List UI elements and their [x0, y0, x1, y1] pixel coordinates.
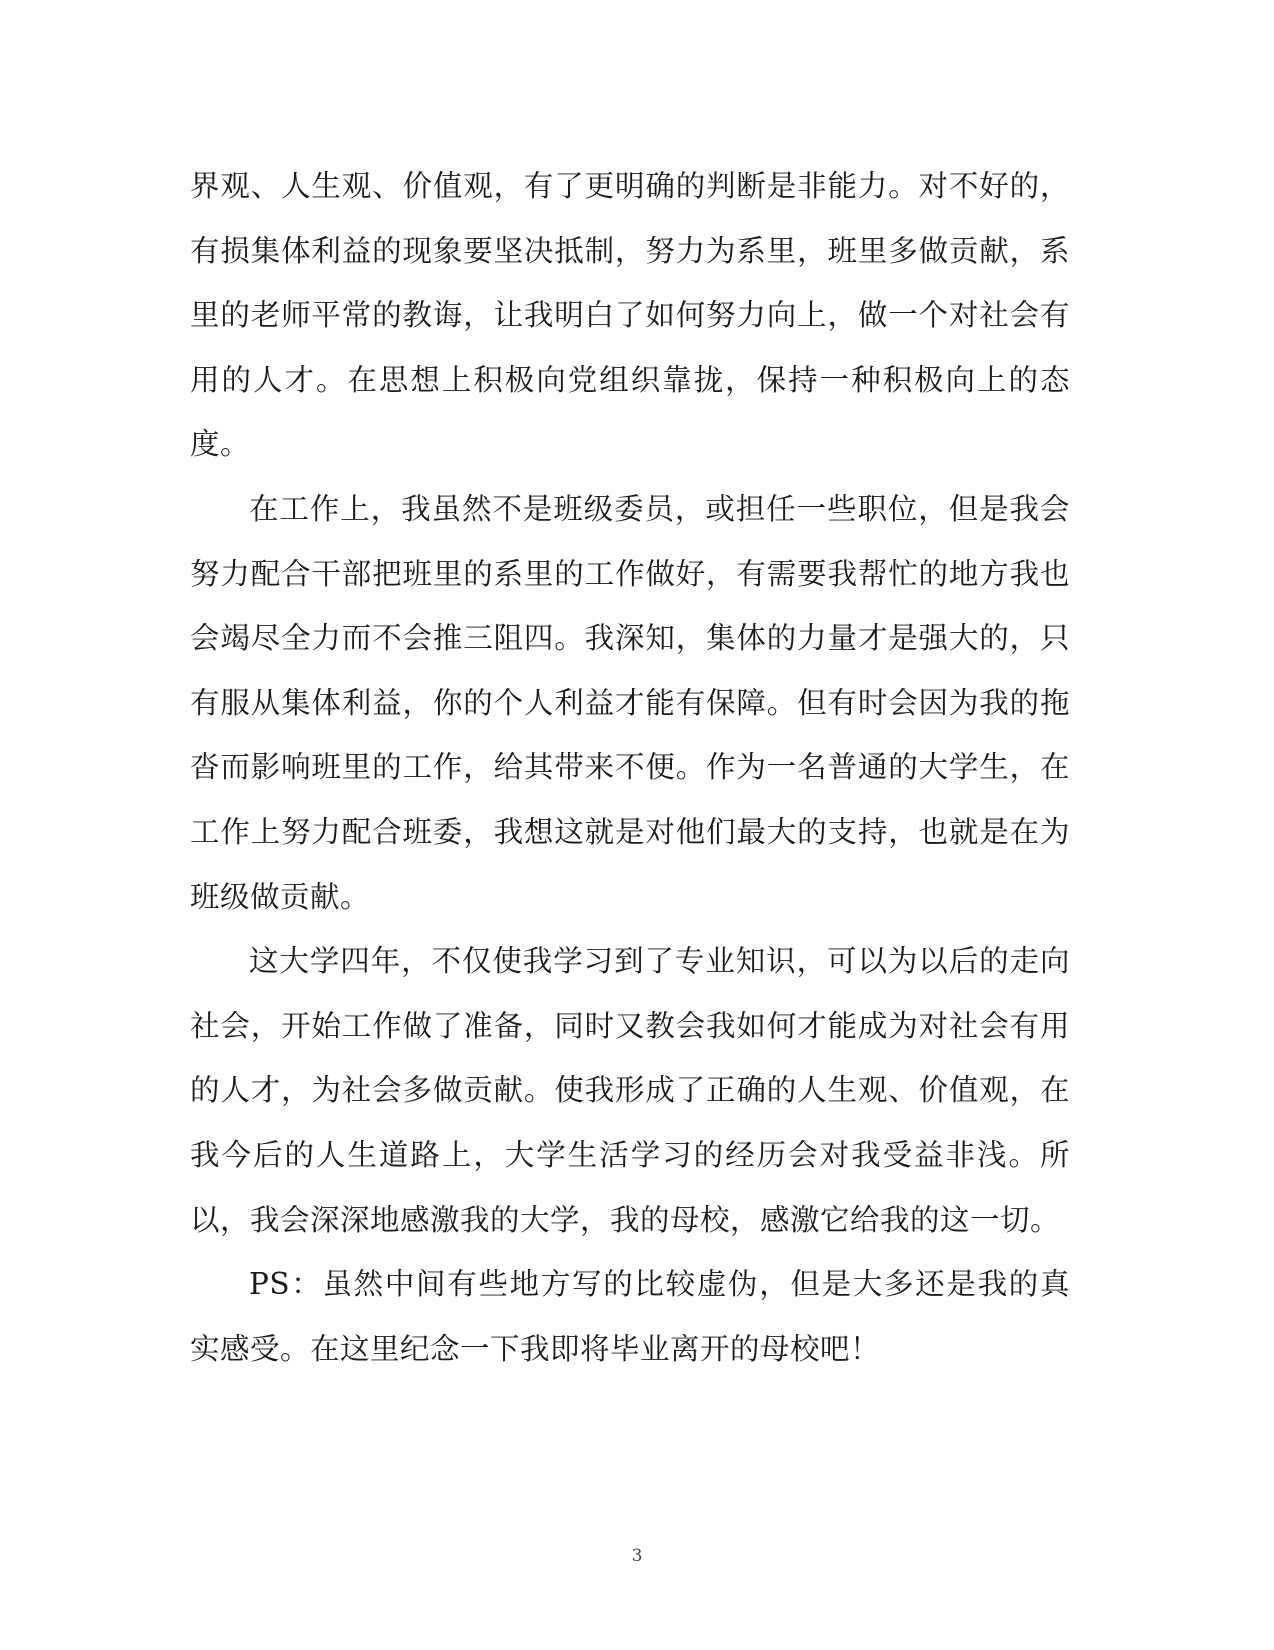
paragraph-2: 在工作上，我虽然不是班级委员，或担任一些职位，但是我会努力配合干部把班里的系里的工作做好，有需要我帮忙的地方我也会竭尽全力而不会推三阻四。我深知，集体的力量才是强大的，只有服从集体利益，你的个人利益才能有保障。但有时会因为我的拖沓而影响班里的工作，给其带来不便。作为一名普通的大学生，在工作上努力配合班委，我想这就是对他们最大的支持，也就是在为班级做贡献。 — [190, 491, 1070, 914]
document-body — [190, 154, 1070, 1381]
paragraph-3: 这大学四年，不仅使我学习到了专业知识，可以为以后的走向社会，开始工作做了准备，同时又教会我如何才能成为对社会有用的人才，为社会多做贡献。使我形成了正确的人生观、价值观，在我今后的人生道路上，大学生活学习的经历会对我受益非浅。所以，我会深深地感激我的大学，我的母校，感激它给我的这一切。 — [190, 944, 1070, 1237]
paragraph-4: PS：虽然中间有些地方写的比较虚伪，但是大多还是我的真实感受。在这里纪念一下我即将毕业离开的母校吧！ — [190, 1267, 1070, 1366]
paragraph-1: 界观、人生观、价值观，有了更明确的判断是非能力。对不好的，有损集体利益的现象要坚决抵制，努力为系里，班里多做贡献，系里的老师平常的教诲，让我明白了如何努力向上，做一个对社会有用的人才。在思想上积极向党组织靠拢，保持一种积极向上的态度。 — [190, 169, 1070, 462]
page-number: 3 — [631, 1546, 643, 1566]
